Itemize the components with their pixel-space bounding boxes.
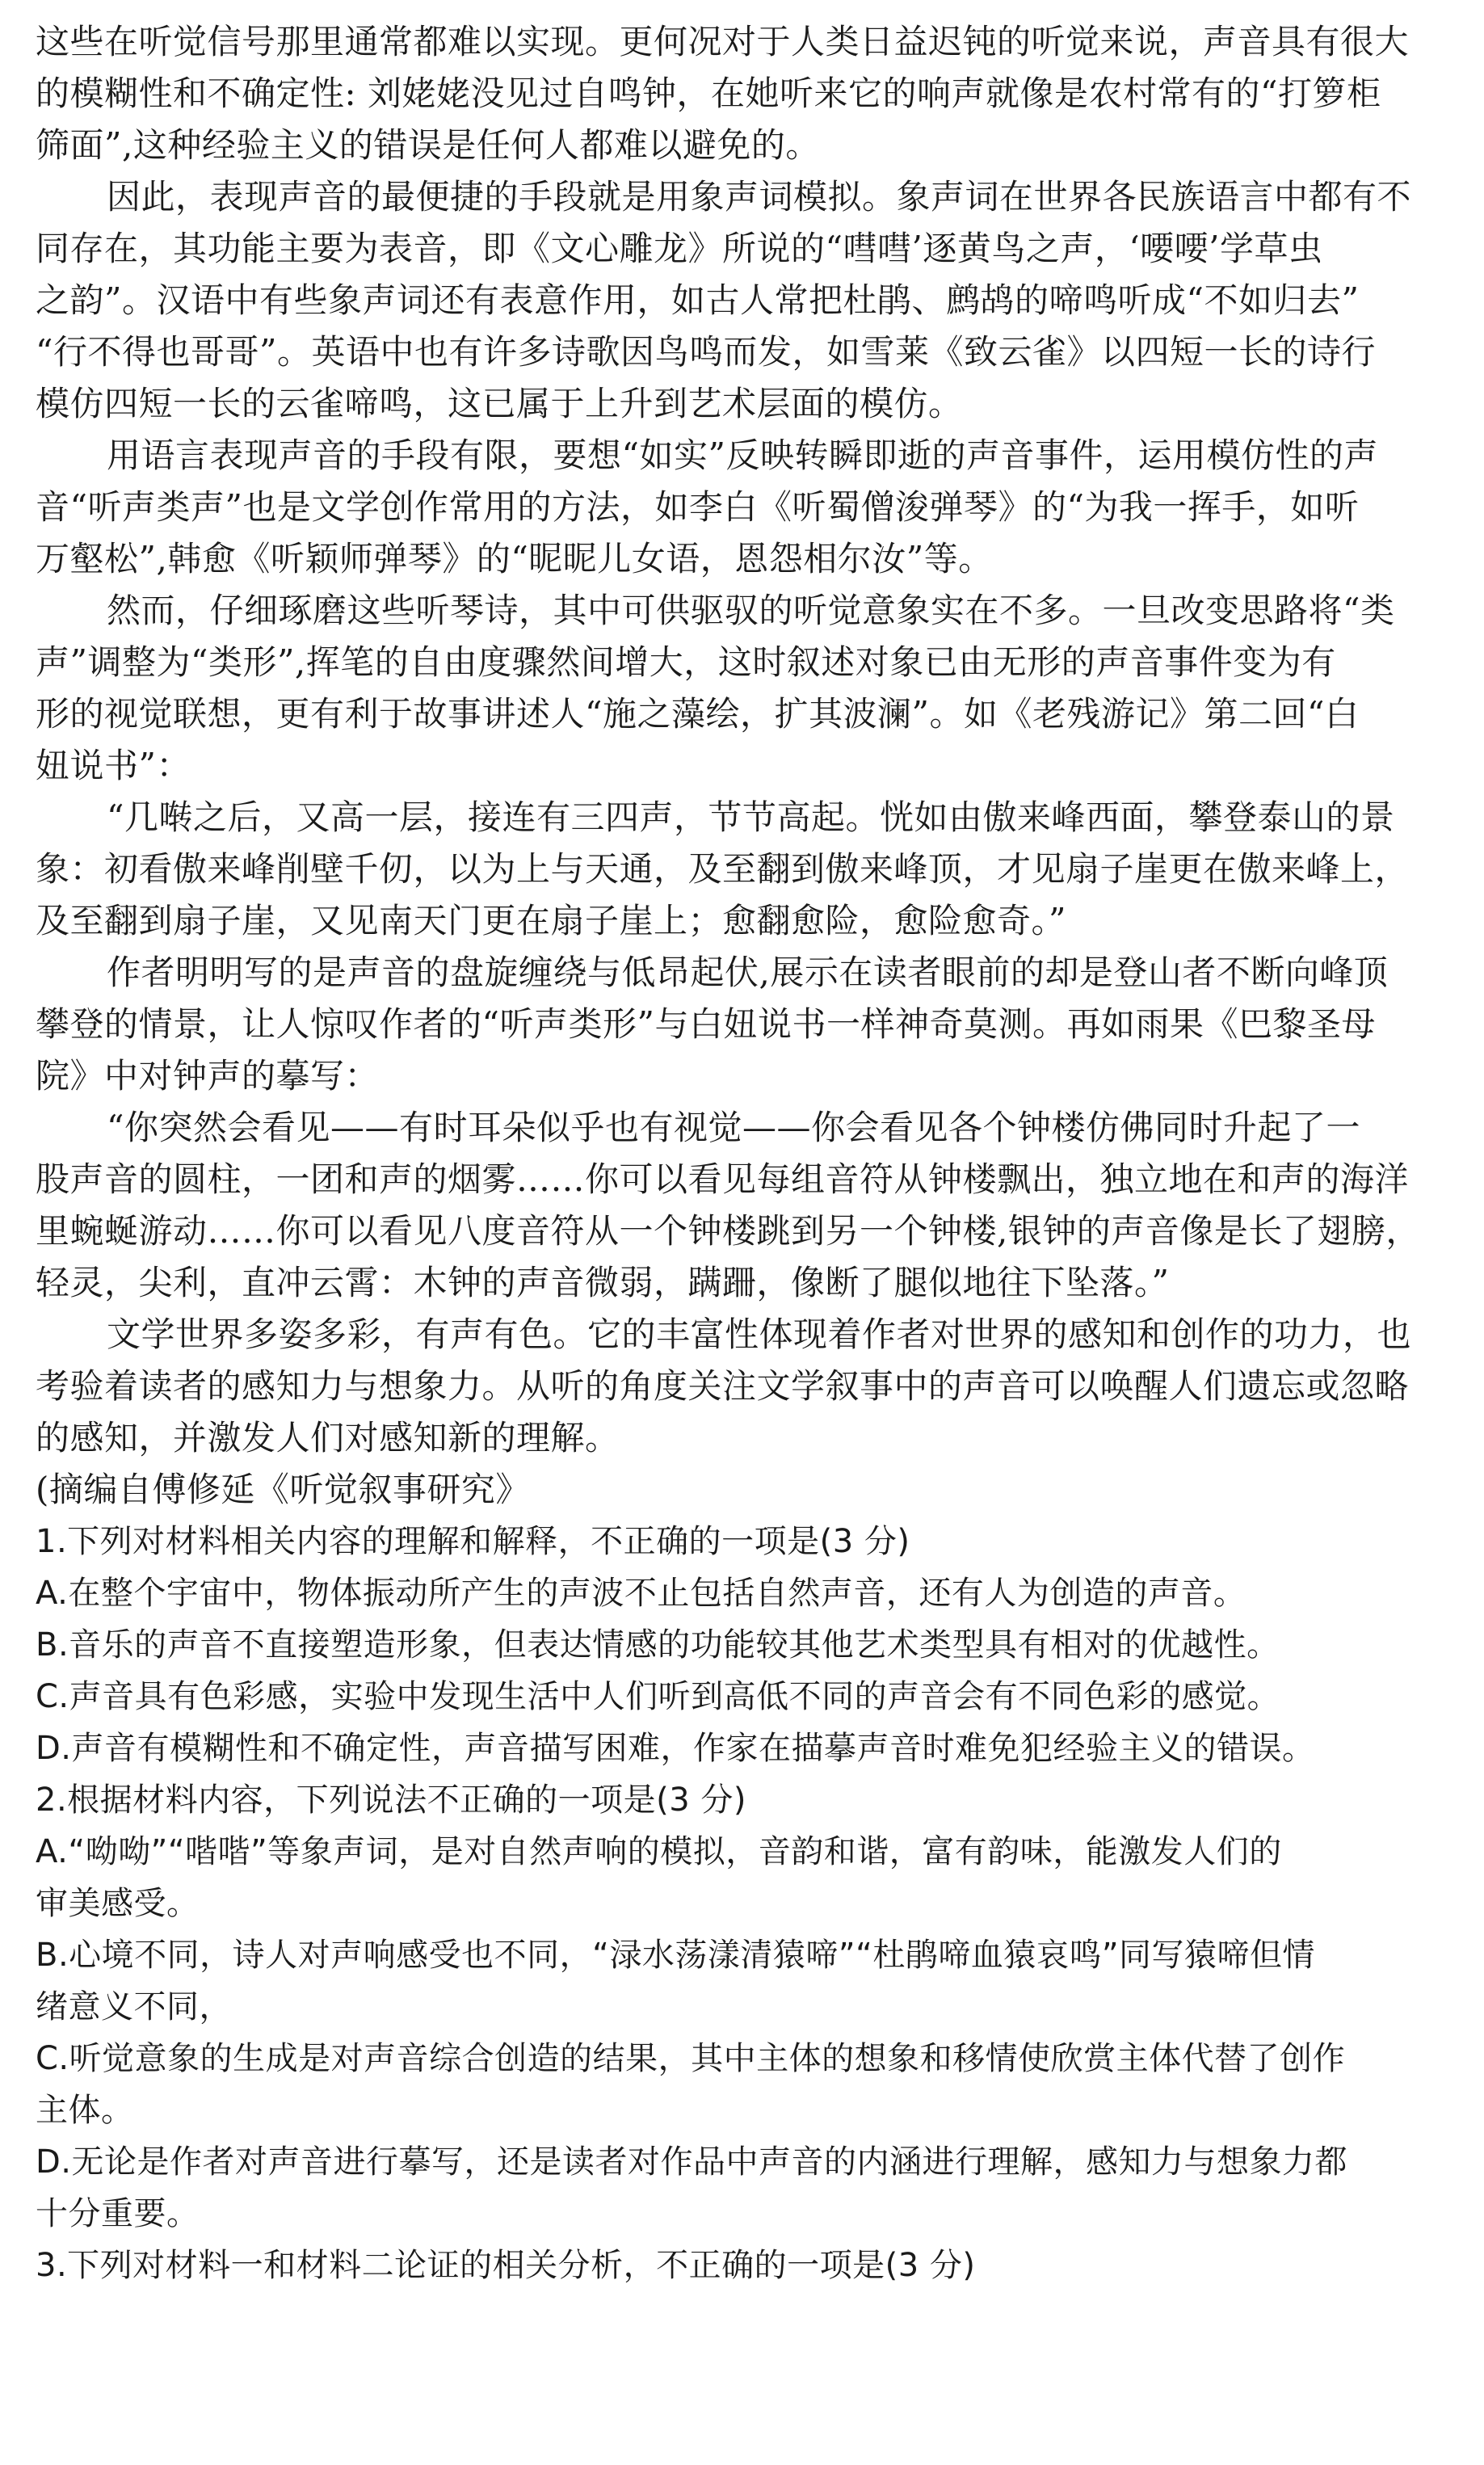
option-d: D.声音有模糊性和不确定性，声音描写困难，作家在描摹声音时难免犯经验主义的错误。 [36, 1730, 1315, 1767]
text-line: 轻灵，尖利，直冲云霄：木钟的声音微弱，蹒跚，像断了腿似地往下坠落。” [36, 1263, 1170, 1302]
text-line: 的模糊性和不确定性: 刘姥姥没见过自鸣钟，在她听来它的响声就像是农村常有的“打箩柜 [36, 74, 1381, 113]
question-stem: 1.下列对材料相关内容的理解和解释，不正确的一项是(3 分) [36, 1523, 910, 1560]
questions [36, 1516, 1459, 2291]
option-b: B.音乐的声音不直接塑造形象，但表达情感的功能较其他艺术类型具有相对的优越性。 [36, 1626, 1280, 1664]
text-line: 及至翻到扇子崖，又见南天门更在扇子崖上；愈翻愈险，愈险愈奇。” [36, 901, 1066, 940]
quote-notre-dame [36, 1102, 1459, 1309]
document-page [36, 16, 1459, 2291]
text-line: 象：初看傲来峰削壁千仞，以为上与天通，及至翻到傲来峰顶，才见扇子崖更在傲来峰上， [36, 849, 1410, 889]
text-line: 考验着读者的感知力与想象力。从听的角度关注文学叙事中的声音可以唤醒人们遗忘或忽略 [36, 1366, 1410, 1406]
text-line: 声”调整为“类形”,挥笔的自由度骤然间增大，这时叙述对象已由无形的声音事件变为有 [36, 642, 1336, 682]
passage [36, 16, 1459, 1516]
option-c: C.听觉意象的生成是对声音综合创造的结果，其中主体的想象和移情使欣赏主体代替了创作 [36, 2040, 1346, 2077]
text-line: 同存在，其功能主要为表音，即《文心雕龙》所说的“嘒嘒’逐黄鸟之声，‘喓喓’学草虫 [36, 229, 1323, 268]
text-line: 筛面”,这种经验主义的错误是任何人都难以避免的。 [36, 125, 820, 165]
option-d-continued: 十分重要。 [36, 2195, 200, 2232]
option-b-continued: 绪意义不同， [36, 1988, 232, 2025]
question-1 [36, 1516, 1459, 1774]
text-line: 这些在听觉信号那里通常都难以实现。更何况对于人类日益迟钝的听觉来说，声音具有很大 [36, 22, 1410, 61]
option-b: B.心境不同，诗人对声响感受也不同，“渌水荡漾清猿啼”“杜鹃啼血猿哀鸣”同写猿啼但情 [36, 1937, 1316, 1974]
paragraph-4 [36, 585, 1459, 792]
text-line: 之韵”。汉语中有些象声词还有表意作用，如古人常把杜鹃、鹧鸪的啼鸣听成“不如归去” [36, 280, 1360, 320]
question-2 [36, 1774, 1459, 2240]
option-a-continued: 审美感受。 [36, 1885, 200, 1922]
paragraph-1 [36, 16, 1459, 171]
paragraph-3 [36, 430, 1459, 585]
option-a: A.在整个宇宙中，物体振动所产生的声波不止包括自然声音，还有人为创造的声音。 [36, 1575, 1246, 1612]
text-line: 形的视觉联想，更有利于故事讲述人“施之藻绘，扩其波澜”。如《老残游记》第二回“白 [36, 694, 1360, 734]
text-line: 音“听声类声”也是文学创作常用的方法，如李白《听蜀僧浚弹琴》的“为我一挥手，如听 [36, 487, 1360, 527]
text-line: 妞说书”： [36, 746, 191, 785]
source-citation [36, 1464, 1459, 1516]
option-d: D.无论是作者对声音进行摹写，还是读者对作品中声音的内涵进行理解，感知力与想象力都 [36, 2143, 1348, 2181]
text-line: “几啭之后，又高一层，接连有三四声，节节高起。恍如由傲来峰西面，攀登泰山的景 [107, 797, 1395, 837]
question-stem: 3.下列对材料一和材料二论证的相关分析，不正确的一项是(3 分) [36, 2247, 976, 2284]
text-line: 股声音的圆柱，一团和声的烟雾……你可以看见每组音符从钟楼飘出，独立地在和声的海洋 [36, 1159, 1410, 1199]
text-line: 用语言表现声音的手段有限，要想“如实”反映转瞬即逝的声音事件，运用模仿性的声 [107, 435, 1378, 475]
text-line: 模仿四短一长的云雀啼鸣，这已属于上升到艺术层面的模仿。 [36, 384, 963, 423]
question-stem: 2.根据材料内容，下列说法不正确的一项是(3 分) [36, 1781, 747, 1819]
paragraph-2 [36, 171, 1459, 430]
text-line: 里蜿蜒游动……你可以看见八度音符从一个钟楼跳到另一个钟楼,银钟的声音像是长了翅膀， [36, 1211, 1420, 1251]
text-line: 攀登的情景，让人惊叹作者的“听声类形”与白妞说书一样神奇莫测。再如雨果《巴黎圣母 [36, 1004, 1376, 1044]
option-c-continued: 主体。 [36, 2092, 134, 2129]
text-line: 因此，表现声音的最便捷的手段就是用象声词模拟。象声词在世界各民族语言中都有不 [107, 177, 1412, 217]
paragraph-8 [36, 1309, 1459, 1464]
text-line: 然而，仔细琢磨这些听琴诗，其中可供驱驭的听觉意象实在不多。一旦改变思路将“类 [107, 591, 1395, 630]
quote-laocan [36, 792, 1459, 947]
option-a: A.“呦呦”“喈喈”等象声词，是对自然声响的模拟，音韵和谐，富有韵味，能激发人们的 [36, 1833, 1282, 1870]
text-line: “你突然会看见——有时耳朵似乎也有视觉——你会看见各个钟楼仿佛同时升起了一 [107, 1108, 1360, 1147]
paragraph-6 [36, 947, 1459, 1102]
text-line: 作者明明写的是声音的盘旋缠绕与低昂起伏,展示在读者眼前的却是登山者不断向峰顶 [107, 953, 1389, 992]
text-line: 院》中对钟声的摹写： [36, 1056, 380, 1096]
option-c: C.声音具有色彩感，实验中发现生活中人们听到高低不同的声音会有不同色彩的感觉。 [36, 1678, 1280, 1715]
text-line: 文学世界多姿多彩，有声有色。它的丰富性体现着作者对世界的感知和创作的功力，也 [107, 1315, 1412, 1354]
question-3 [36, 2240, 1459, 2291]
text-line: 的感知，并激发人们对感知新的理解。 [36, 1418, 620, 1458]
text-line: “行不得也哥哥”。英语中也有许多诗歌因鸟鸣而发，如雪莱《致云雀》以四短一长的诗行 [36, 332, 1376, 372]
text-line: (摘编自傅修延《听觉叙事研究》 [36, 1470, 530, 1509]
text-line: 万壑松”,韩愈《听颖师弹琴》的“昵昵儿女语，恩怨相尔汝”等。 [36, 539, 993, 578]
